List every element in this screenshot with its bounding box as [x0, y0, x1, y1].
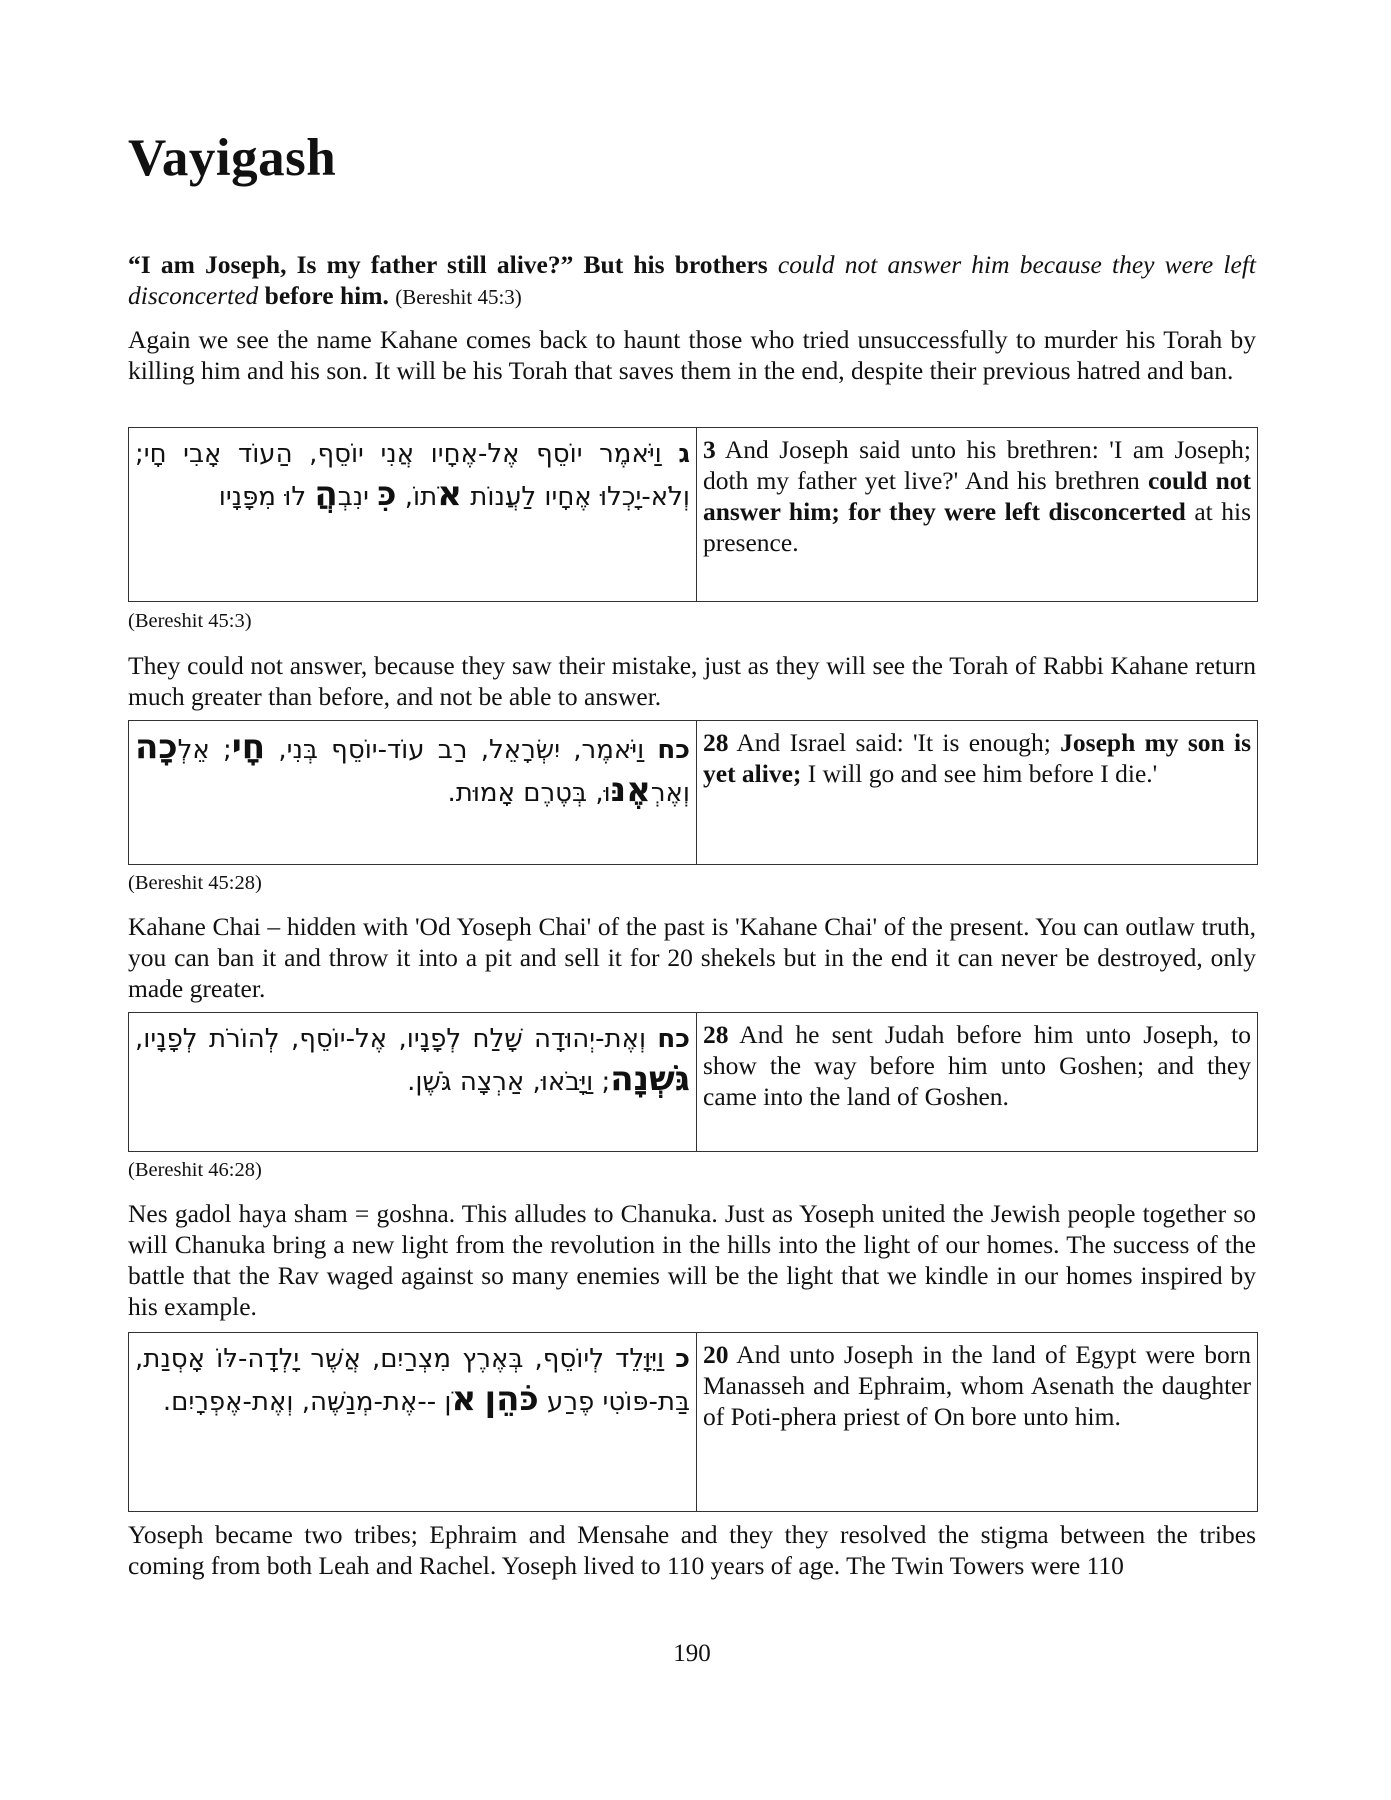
hebrew-verse-number: ג	[678, 439, 690, 469]
verse-ref-1: (Bereshit 45:3)	[128, 610, 252, 632]
english-text: And unto Joseph in the land of Egypt were born Manasseh and Ephraim, whom Asenath the daughter of Poti-phera priest of On bore unto him.	[703, 1340, 1252, 1431]
english-verse-number: 20	[703, 1340, 729, 1369]
hebrew-emphasis: א	[451, 1379, 477, 1419]
paragraph-1: Again we see the name Kahane comes back to haunt those who tried unsuccessfully to murder his Torah by killing him and his son. It will be his Torah that saves them in the end, despite their previous hatred and ban.	[128, 325, 1256, 385]
hebrew-text: ֹתוֹ,	[404, 482, 438, 512]
hebrew-text: וּ, בְּטֶרֶם אָמוּת.	[447, 778, 611, 808]
hebrew-verse-4	[129, 1333, 697, 1512]
paragraph-2: They could not answer, because they saw their mistake, just as they will see the Torah of Rabbi Kahane return much greater than before, and not be able to answer.	[128, 651, 1256, 711]
hebrew-text: וַיִּוָּלֵד לְיוֹסֵף, בְּאֶרֶץ מִצְרַיִם, אֲשֶׁר יָלְדָה-לּוֹ אָסְנַת, בַּת-פּוֹטִי פֶרַע	[135, 1344, 690, 1417]
hebrew-text: וְאֶרְ	[650, 778, 690, 808]
page-title: Vayigash	[128, 129, 337, 187]
intro-quote-ref: (Bereshit 45:3)	[395, 285, 522, 309]
hebrew-text: וַיֹּאמֶר, יִשְׂרָאֵל, רַב עוֹד-יוֹסֵף בְּנִי,	[278, 735, 645, 765]
english-bold-text: could not answer him; for they were left disconcerted	[703, 466, 1252, 526]
page-number: 190	[673, 1640, 711, 1667]
intro-quote-bold-2: before him.	[264, 281, 389, 310]
english-text: at his presence.	[703, 497, 1252, 557]
hebrew-text: וְאֶת-יְהוּדָה שָׁלַח לְפָנָיו, אֶל-יוֹסֵף, לְהוֹרֹת לְפָנָיו,	[135, 1024, 647, 1054]
hebrew-emphasis: א	[437, 474, 462, 514]
hebrew-verse-3	[129, 1013, 697, 1152]
verse-table-2	[128, 720, 1258, 865]
hebrew-emphasis: חָי	[231, 727, 266, 767]
verse-ref-3: (Bereshit 46:28)	[128, 1159, 262, 1181]
paragraph-5: Yoseph became two tribes; Ephraim and Mensahe and they they resolved the stigma between the tribes coming from both Leah and Rachel. Yoseph lived to 110 years of age. The Twin Towers were 110	[128, 1520, 1256, 1580]
hebrew-verse-number: כח	[657, 1024, 691, 1054]
hebrew-text: לוּ מִפָּנָיו	[218, 482, 307, 512]
verse-table-1	[128, 427, 1258, 602]
english-text: And Joseph said unto his brethren: 'I am Joseph; doth my father yet live?' And his brethren	[703, 435, 1252, 495]
english-verse-3	[697, 1013, 1258, 1152]
paragraph-3: Kahane Chai – hidden with 'Od Yoseph Chai' of the past is 'Kahane Chai' of the present. You can outlaw truth, you can ban it and throw it into a pit and sell it for 20 shekels but in the end it can never be destroyed, only made greater.	[128, 912, 1256, 1003]
english-verse-number: 28	[703, 728, 729, 757]
hebrew-emphasis: אֶנּ	[610, 770, 651, 810]
hebrew-emphasis: כִּ	[377, 474, 397, 514]
intro-quote-bold-1: “I am Joseph, Is my father still alive?” But his brothers	[128, 250, 768, 279]
hebrew-emphasis: כָה	[135, 727, 178, 767]
english-verse-number: 28	[703, 1020, 729, 1049]
hebrew-verse-number: כ	[675, 1344, 691, 1374]
hebrew-verse-1	[129, 428, 697, 602]
english-verse-1	[697, 428, 1258, 602]
hebrew-verse-number: כח	[657, 735, 691, 765]
hebrew-emphasis: כֹּהֵן	[484, 1379, 539, 1419]
hebrew-text: ֹן --אֶת-מְנַשֶּׁה, וְאֶת-אֶפְרָיִם.	[162, 1387, 452, 1417]
verse-ref-2: (Bereshit 45:28)	[128, 872, 262, 894]
intro-quote-italic: could not answer him because they were left disconcerted	[128, 250, 1256, 310]
english-bold-text: Joseph my son is yet alive;	[703, 728, 1251, 788]
english-text: And he sent Judah before him unto Joseph, to show the way before him unto Goshen; and they came into the land of Goshen.	[703, 1020, 1251, 1111]
english-text: I will go and see him before I die.'	[807, 759, 1158, 788]
english-verse-2	[697, 721, 1258, 865]
hebrew-emphasis: הֲ	[314, 474, 338, 514]
hebrew-verse-2	[129, 721, 697, 865]
hebrew-text: ינִבְ	[337, 482, 369, 512]
verse-table-4	[128, 1332, 1258, 1512]
english-verse-number: 3	[703, 435, 716, 464]
hebrew-text: ; וַיָּבֹאוּ, אַרְצָה גֹּשֶׁן.	[407, 1067, 611, 1097]
hebrew-text: וַיֹּאמֶר יוֹסֵף אֶל-אֶחָיו אֲנִי יוֹסֵף, הַעוֹד אָבִי חָי; וְלֹא-יָכְלוּ אֶחָיו לַעֲנוֹת	[135, 439, 690, 512]
hebrew-emphasis: גֹּשְׁנָה	[610, 1059, 690, 1099]
hebrew-text: ; אֵלְ	[177, 735, 232, 765]
paragraph-4: Nes gadol haya sham = goshna. This alludes to Chanuka. Just as Yoseph united the Jewish people together so will Chanuka bring a new light from the revolution in the hills into the light of our homes. The success of the battle that the Rav waged against so many enemies will be the light that we kindle in our homes inspired by his example.	[128, 1199, 1256, 1321]
english-text: And Israel said: 'It is enough;	[736, 728, 1051, 757]
intro-quote	[128, 249, 1256, 313]
english-verse-4	[697, 1333, 1258, 1512]
verse-table-3	[128, 1012, 1258, 1152]
